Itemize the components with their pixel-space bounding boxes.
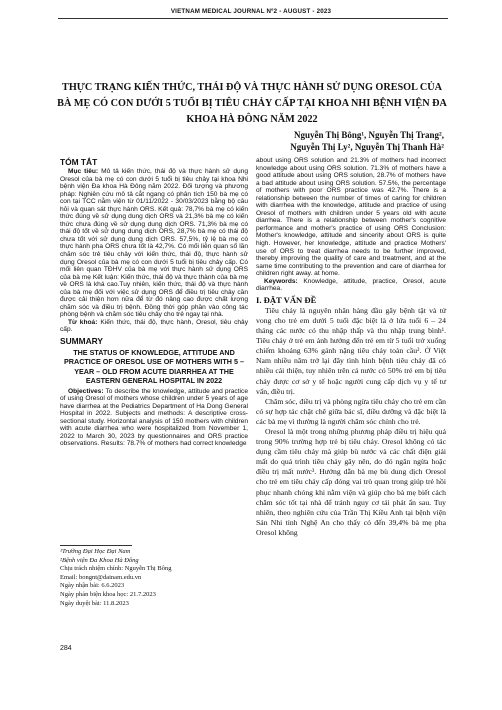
summary-keywords — [256, 278, 446, 293]
affiliation-2: ²Bệnh viện Đa Khoa Hà Đông — [60, 556, 139, 564]
keywords-text: Kiến thức, thái độ, thực hành, Oresol, tiêu chảy cấp. — [60, 318, 248, 334]
footnote-rule — [60, 545, 132, 546]
right-column — [256, 157, 446, 538]
intro-paragraph-3: Oresol là một trong những phương pháp điều trị hiệu quả trong 90% trường hợp trẻ bị tiêu chảy. Oresol không có tác dụng cầm tiêu chảy mà giúp bù nước và các chất điện giải mất do quá trình tiêu chảy gây nên, do đó ngăn ngừa hoặc điều trị mất nước³. Hướng dẫn bà mẹ bù dung dịch Oresol cho trẻ em tiêu chảy cấp đóng vai trò quan trong giúp trẻ hồi phục nhanh chóng khi nằm viện và giúp cho bà mẹ biết cách chăm sóc tốt tại nhà để tránh nguy cơ tái phát ẩn sau. Tuy nhiên, theo nghiên cứu của Trần Thị Kiều Anh tại bệnh viện Sản Nhi tỉnh Nghệ An cho thấy có đến 39,4% bà mẹ pha Oresol không — [256, 426, 446, 537]
abstract-text — [60, 168, 248, 319]
journal-header: VIETNAM MEDICAL JOURNAL Nº2 - AUGUST - 2023 — [170, 8, 332, 15]
author-list — [214, 129, 444, 153]
abstract-keywords — [60, 319, 248, 334]
summary-title: THE STATUS OF KNOWLEDGE, ATTITUDE AND PRACTICE OF ORESOL USE OF MOTHERS WITH 5 – YEAR – OLD FROM ACUTE DIARRHEA AT THE EASTERN GENERAL HOSPITAL IN 2022 — [64, 348, 244, 386]
intro-paragraph-2: Chăm sóc, điều trị và phòng ngừa tiêu chảy cho trẻ em cần có sự hợp tác chặt chẽ giữa bác sĩ, điều dưỡng và đặc biệt là các bà mẹ vì thường là người chăm sóc chính cho trẻ. — [256, 396, 446, 426]
objectives-lead: Objectives: — [68, 387, 104, 395]
left-column — [60, 157, 248, 448]
corresponding-author: Chịu trách nhiệm chính: Nguyễn Thị Bông — [60, 565, 172, 573]
affiliation-1: ¹Trường Đại Học Đại Nam — [60, 548, 131, 555]
page-number: 284 — [60, 645, 72, 652]
keywords-lead: Từ khoá: — [68, 318, 98, 326]
header-rule — [58, 18, 448, 19]
en-keywords-lead: Keywords: — [264, 277, 298, 285]
summary-heading: SUMMARY — [60, 336, 103, 347]
abstract-body: Mô tả kiến thức, thái độ và thực hành sử dụng Oresol của bà mẹ có con dưới 5 tuổi bị tiêu chảy tại khoa Nhi bệnh viện Đa khoa Hà Đông năm 2022. Đối tượng và phương pháp: Nghiên cứu mô tả cắt ngang có phân tích 150 bà mẹ có con tại TCC nằm viện từ 01/11/2022 - 30/03/2023 bằng bộ câu hỏi và quan sát thực hành ORS. Kết quả: 78,7% bà mẹ có kiến thức đúng về sử dụng dung dịch ORS và 21,3% bà mẹ có kiến thức chưa đúng về sử dụng dung dịch ORS. 71,3% bà mẹ có thái độ tốt về sử dụng dung dịch ORS, 28,7% bà mẹ có thái độ chưa tốt với sử dụng dung dịch ORS. 57,5%, tỷ lệ bà mẹ có thực hành pha ORS chưa tốt là 42,7%. Có mối liên quan số lần chăm sóc trẻ tiêu chảy với kiến thức, thái độ, thực hành sử dụng Oresol của bà mẹ có con dưới 5 tuổi bị tiêu chảy cấp. Có mối liên quan TĐHV của bà mẹ với thực hành sử dụng ORS của bà mẹ Kết luận: Kiến thức, thái độ và thực thành của bà mẹ về ORS là khá cao.Tuy nhiên, kiến thức, thái độ và thực hành của bà mẹ đối với việc sử dụng ORS để điều trị tiêu chảy cần được cải thiện hơn nữa để từ đó nâng cao được chất lượng chăm sóc và điều trị bệnh. Đồng thời góp phần vào công tác phòng bệnh và chăm sóc tiêu chảy cho trẻ ngay tại nhà. — [60, 168, 248, 319]
article-title: THỰC TRẠNG KIẾN THỨC, THÁI ĐỘ VÀ THỰC HÀNH SỬ DỤNG ORESOL CỦA BÀ MẸ CÓ CON DƯỚI 5 TUỔI BỊ TIÊU CHẢY CẤP TẠI KHOA NHI BỆNH VIỆN ĐA KHOA HÀ ĐÔNG NĂM 2022 — [57, 82, 447, 125]
author-line-1: Nguyễn Thị Bông¹, Nguyễn Thị Trang², — [293, 130, 444, 140]
date-accepted: Ngày duyệt bài: 11.8.2023 — [60, 599, 129, 607]
author-line-2: Nguyễn Thị Ly², Nguyễn Thị Thanh Hà² — [290, 142, 444, 152]
footnotes — [60, 548, 250, 608]
summary-text — [60, 388, 248, 448]
abstract-heading: TÓM TẮT — [60, 157, 98, 167]
summary-continued: about using ORS solution and 21.3% of mothers had incorrect knowledge about using ORS solution. 71.3% of mothers have a good attitude about using ORS solution, 28.7% of mothers have a bad attitude about using ORS solution. 57.5%, the percentage of mothers with poor ORS practice was 42.7%. There is a relationship between the number of times of caring for children with diarrhea with the knowledge, attitude and practice of using Oresol of mothers with children under 5 years old with acute diarrhea. There is a relationship between mother's cognitive performance and mother's practice of using ORS Conclusion: Mother's knowledge, attitude and sincerity about ORS is quite high. However, her knowledge, attitude and practice Mothers' use of ORS to treat diarrhea needs to be further improved, thereby improving the quality of care and treatment, and at the same time contributing to the prevention and care of diarrhea for children right away. at home. — [256, 157, 446, 278]
author-email: Email: bongnt@dainam.edu.vn — [60, 573, 142, 581]
intro-paragraph-1: Tiêu chảy là nguyên nhân hàng đầu gây bệnh tật và tử vong cho trẻ em dưới 5 tuổi đặc biệt là ở lứa tuổi 6 – 24 tháng các nước có thu nhập thấp và thu nhập trung bình¹. Tiêu chảy ở trẻ em ảnh hưởng đến trẻ em từ 5 tuổi trở xuống chiếm khoảng 63% gánh nặng tiêu chảy toàn cầu². Ở Việt Nam nhiều năm trở lại đây tình hình bệnh tiêu chảy đã có nhiều cải thiện, tuy nhiên trên cả nước có 50% trẻ em bị tiêu chảy được cơ sở y tế hoặc người cung cấp dịch vụ y tế tư vấn, điều trị. — [256, 305, 446, 396]
date-received: Ngày nhận bài: 6.6.2023 — [60, 582, 125, 590]
intro-heading: I. ĐẶT VẤN ĐỀ — [256, 294, 317, 305]
abstract-lead: Mục tiêu: — [68, 168, 99, 175]
objectives-text: To describe the knowledge, attitude and practice of using Oresol of mothers whose children under 5 years of age have diarrhea at the Pediatrics Department of Ha Dong General Hospital in 2022. Subjects and methods: A descriptive cross-sectional study. Horizontal analysis of 150 mothers with children with acute diarrhea who were hospitalized from November 1, 2022 to March 30, 2023 by questionnaires and ORS practice observations. Results: 78.7% of mothers had correct knowledge — [60, 387, 248, 448]
en-keywords-text: Knowledge, attitude, practice, Oresol, acute diarrhea. — [256, 277, 446, 293]
date-reviewed: Ngày phản biện khoa học: 21.7.2023 — [60, 590, 156, 598]
